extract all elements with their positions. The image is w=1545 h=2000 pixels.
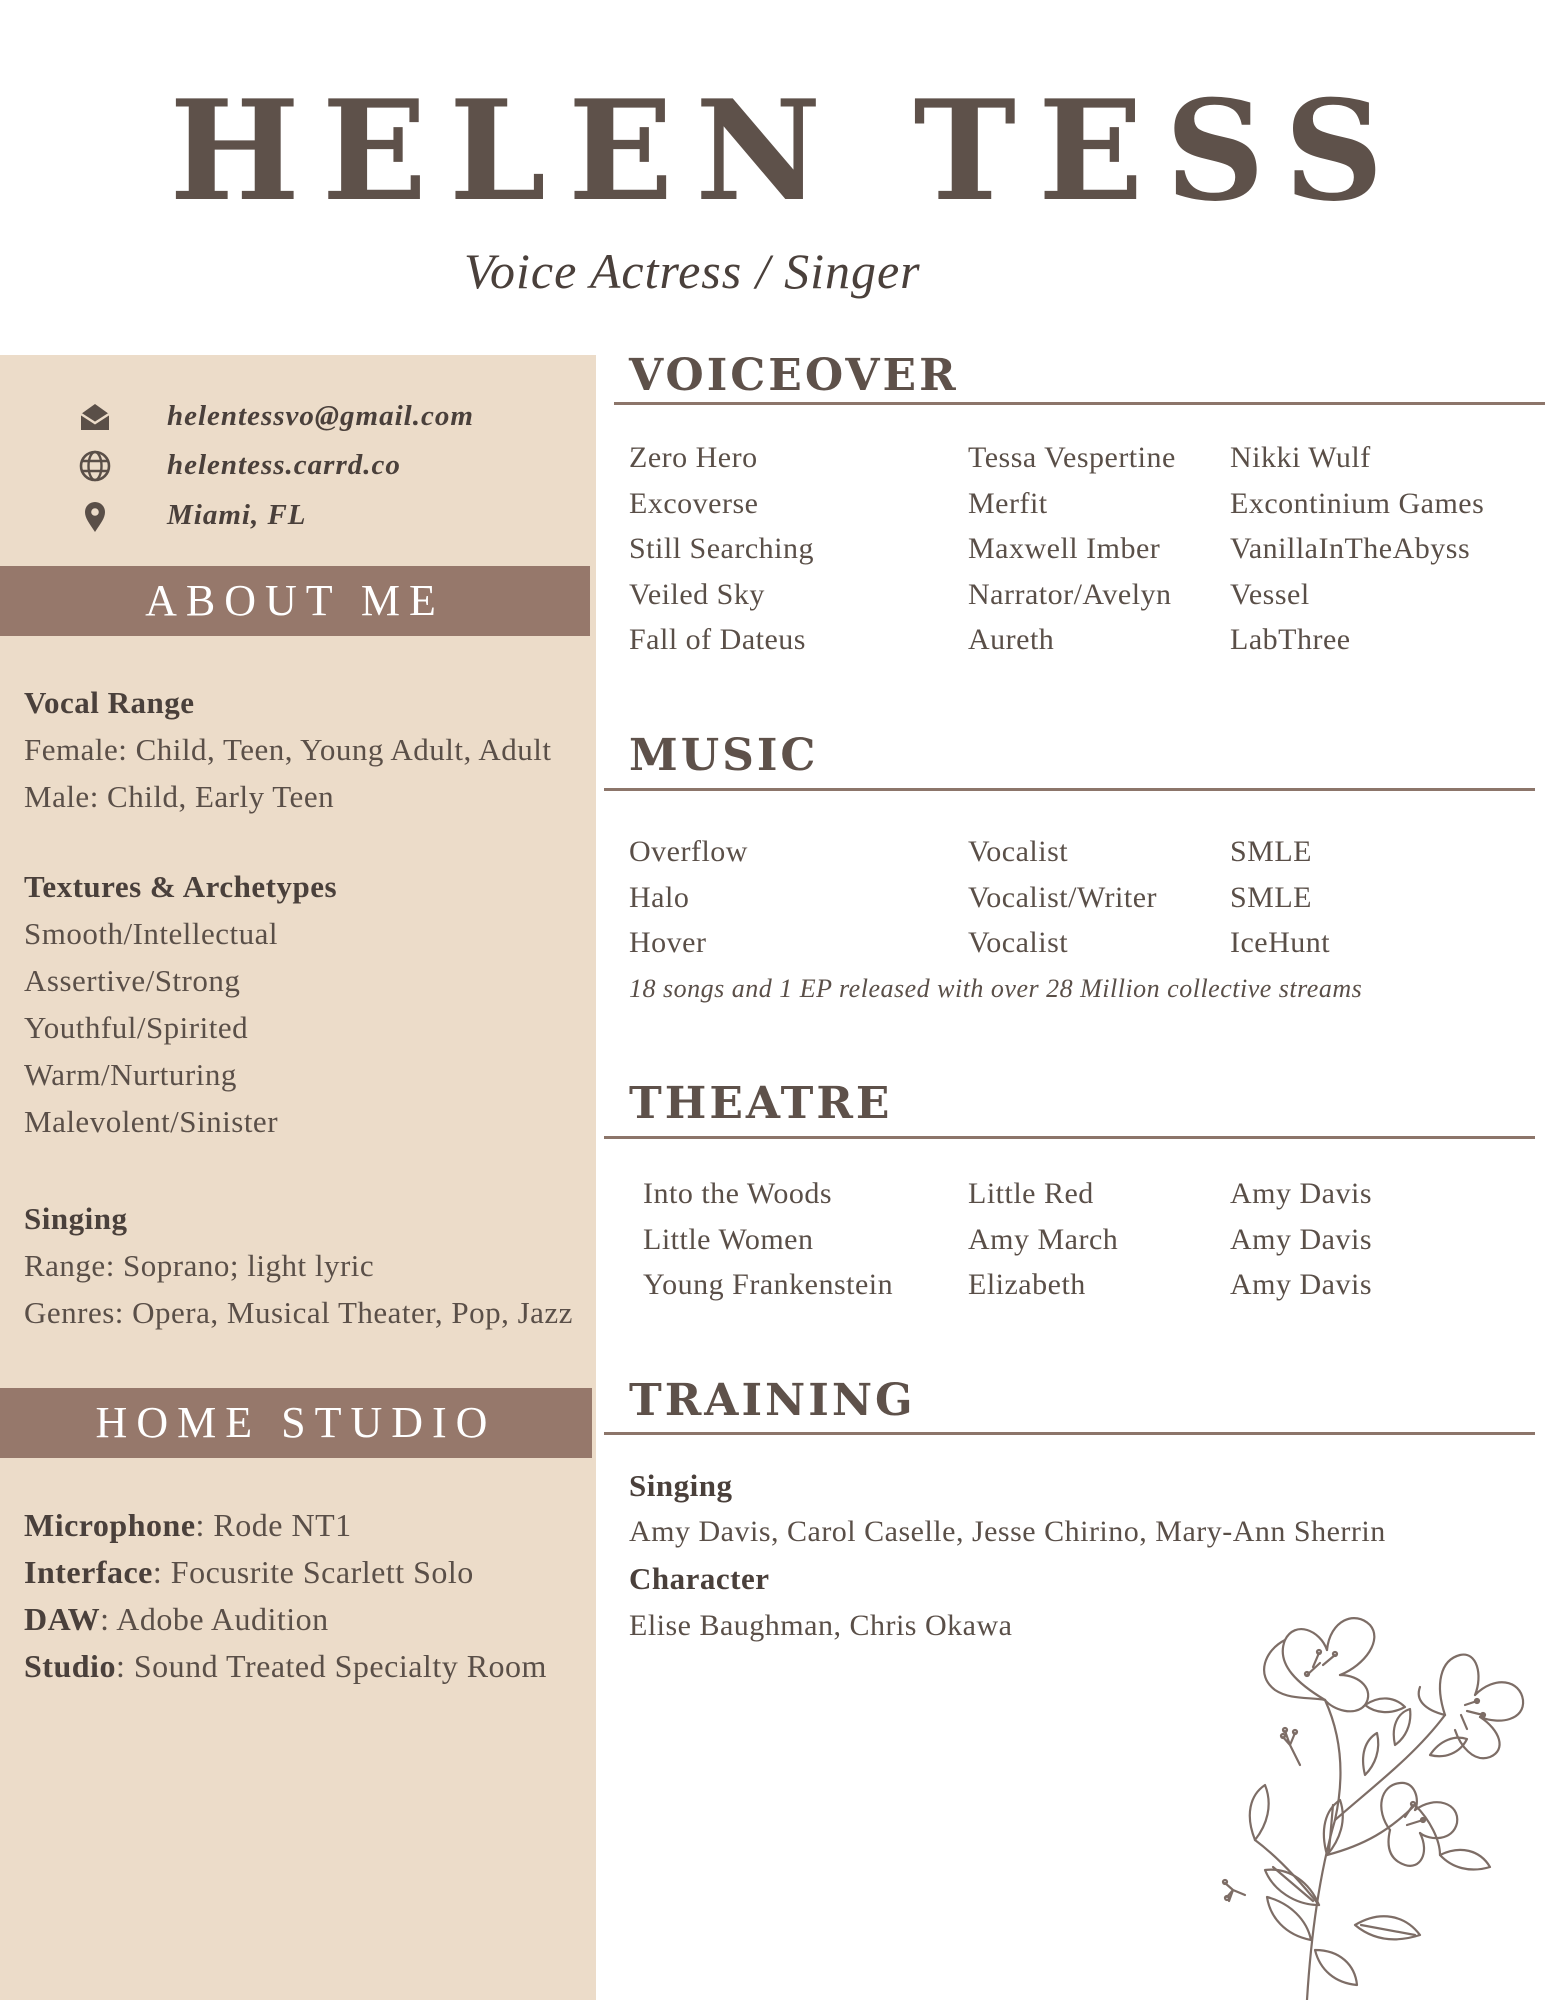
texture-item: Youthful/Spirited [24, 1010, 249, 1045]
training-singing-heading: Singing [629, 1468, 733, 1503]
email-text: helentessvo@gmail.com [167, 400, 474, 432]
theatre-divider [604, 1136, 1535, 1139]
about-me-content [24, 679, 584, 820]
theatre-roles: Little Red Amy March Elizabeth [968, 1177, 1119, 1301]
contact-location-row [0, 495, 596, 539]
singing-heading: Singing [24, 1201, 128, 1236]
vocal-range-line: Male: Child, Early Teen [24, 779, 335, 814]
studio-item: Studio: Sound Treated Specialty Room [24, 1648, 547, 1684]
training-heading: TRAINING [629, 1375, 916, 1426]
contact-website-row[interactable] [0, 445, 596, 489]
music-divider [604, 788, 1535, 791]
location-text: Miami, FL [167, 499, 307, 531]
theatre-heading: THEATRE [629, 1078, 893, 1129]
studio-item: DAW: Adobe Audition [24, 1601, 329, 1637]
about-me-header: ABOUT ME [0, 566, 590, 636]
website-text: helentess.carrd.co [167, 449, 401, 481]
studio-item: Microphone: Rode NT1 [24, 1507, 352, 1543]
texture-item: Malevolent/Sinister [24, 1104, 279, 1139]
studio-list [24, 1502, 584, 1690]
theatre-shows: Into the Woods Little Women Young Frankenstein [643, 1177, 894, 1301]
voiceover-divider [614, 402, 1545, 405]
training-character-text: Elise Baughman, Chris Okawa [629, 1609, 1013, 1642]
theatre-directors: Amy Davis Amy Davis Amy Davis [1230, 1177, 1372, 1301]
contact-email-row[interactable] [0, 396, 596, 440]
voiceover-studios: Nikki Wulf Excontinium Games VanillaInTheAbyss Vessel LabThree [1230, 441, 1485, 656]
textures-heading: Textures & Archetypes [24, 869, 338, 904]
texture-item: Warm/Nurturing [24, 1057, 237, 1092]
music-songs: Overflow Halo Hover [629, 835, 748, 959]
globe-icon [78, 449, 112, 483]
vocal-range-heading: Vocal Range [24, 685, 195, 720]
voiceover-roles: Tessa Vespertine Merfit Maxwell Imber Narrator/Avelyn Aureth [968, 441, 1176, 656]
vocal-range-line: Female: Child, Teen, Young Adult, Adult [24, 732, 552, 767]
texture-item: Smooth/Intellectual [24, 916, 279, 951]
training-divider [604, 1432, 1535, 1435]
textures-content [24, 863, 584, 1145]
tagline: Voice Actress / Singer [464, 243, 921, 299]
music-note: 18 songs and 1 EP released with over 28 Million collective streams [629, 974, 1363, 1003]
name-title: HELEN TESS [169, 69, 1406, 232]
voiceover-projects: Zero Hero Excoverse Still Searching Veiled Sky Fall of Dateus [629, 441, 814, 656]
music-labels: SMLE SMLE IceHunt [1230, 835, 1331, 959]
texture-item: Assertive/Strong [24, 963, 241, 998]
voiceover-heading: VOICEOVER [629, 350, 959, 401]
envelope-icon [78, 400, 112, 434]
singing-content [24, 1195, 584, 1336]
training-character-heading: Character [629, 1561, 770, 1596]
music-heading: MUSIC [629, 730, 819, 781]
home-studio-header: HOME STUDIO [0, 1388, 592, 1458]
singing-line: Range: Soprano; light lyric [24, 1248, 375, 1283]
floral-illustration [1215, 1605, 1545, 2000]
training-singing-text: Amy Davis, Carol Caselle, Jesse Chirino, Mary-Ann Sherrin [629, 1515, 1386, 1548]
singing-line: Genres: Opera, Musical Theater, Pop, Jazz [24, 1295, 573, 1330]
studio-item: Interface: Focusrite Scarlett Solo [24, 1554, 474, 1590]
map-pin-icon [78, 499, 112, 533]
music-roles: Vocalist Vocalist/Writer Vocalist [968, 835, 1158, 959]
